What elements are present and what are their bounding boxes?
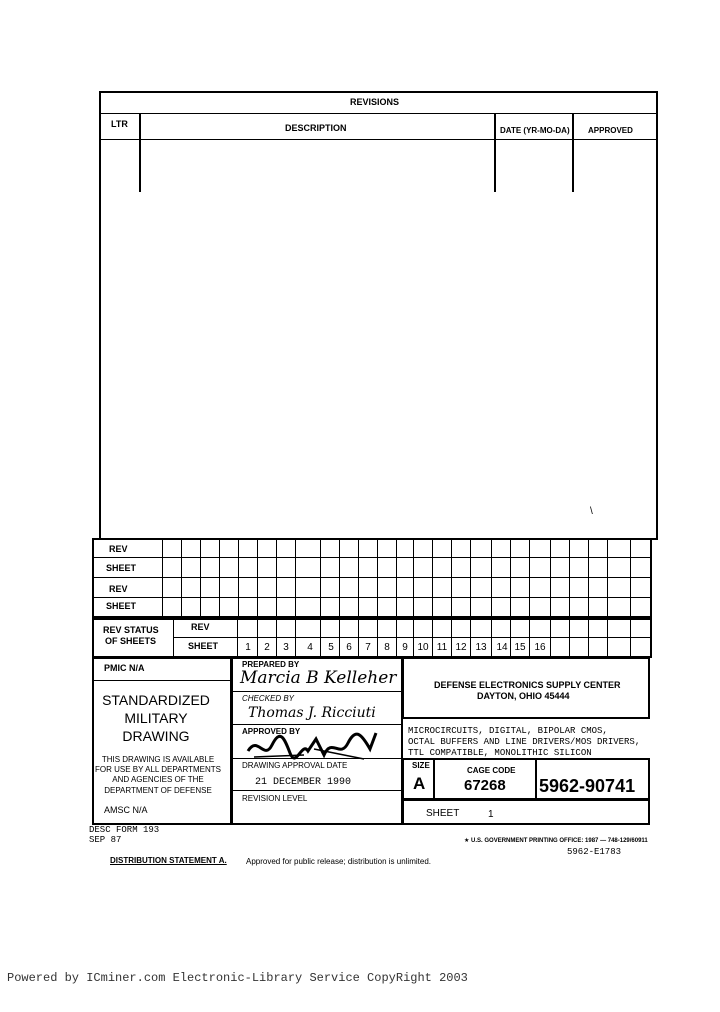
rev-label-1: REV — [109, 544, 128, 554]
sheet-value: 1 — [488, 809, 494, 820]
availability-line-1: THIS DRAWING IS AVAILABLE — [101, 755, 215, 764]
gpo-notice: ★ U.S. GOVERNMENT PRINTING OFFICE: 1987 — 748-129/60911 — [464, 838, 648, 844]
rev-status-label-2: OF SHEETS — [105, 636, 157, 646]
revisions-block — [99, 91, 658, 540]
sheet-num: 13 — [475, 642, 487, 653]
size-label: SIZE — [412, 761, 430, 770]
size-value: A — [413, 774, 426, 793]
distribution-text: Approved for public release; distribution is unlimited. — [246, 857, 431, 866]
sheet-num: 11 — [436, 642, 448, 653]
checked-by-label: CHECKED BY — [242, 694, 295, 703]
standardized-title: STANDARDIZED — [102, 692, 210, 708]
pmic-label: PMIC N/A — [104, 663, 145, 673]
approved-by-signature-scribble — [244, 729, 382, 765]
sheet-num: 3 — [283, 642, 289, 653]
copyright-notice: Powered by ICminer.com Electronic-Library Service CopyRight 2003 — [7, 971, 468, 985]
form-number: DESC FORM 193 — [89, 825, 160, 835]
approval-date-label: DRAWING APPROVAL DATE — [242, 761, 348, 770]
sheet-label-3: SHEET — [188, 641, 219, 651]
sheet-label: SHEET — [426, 808, 460, 819]
sheet-label-2: SHEET — [106, 601, 137, 611]
prepared-by-label: PREPARED BY — [242, 660, 300, 669]
availability-line-3: AND AGENCIES OF THE — [112, 775, 204, 784]
drawing-title: DRAWING — [122, 728, 190, 744]
revision-level-label: REVISION LEVEL — [242, 794, 308, 803]
drawing-number: 5962-90741 — [539, 776, 636, 796]
sheet-num: 15 — [514, 642, 526, 653]
rev-status-label-1: REV STATUS — [103, 625, 159, 635]
approved-by-label: APPROVED BY — [242, 727, 301, 736]
stray-mark: \ — [590, 506, 593, 517]
agency-address: DAYTON, OHIO 45444 — [477, 691, 570, 701]
col-date-header: DATE (YR-MO-DA) — [500, 126, 570, 135]
revisions-title: REVISIONS — [350, 97, 400, 107]
military-title: MILITARY — [124, 710, 188, 726]
rev-label-2: REV — [109, 584, 128, 594]
drawing-description-2: OCTAL BUFFERS AND LINE DRIVERS/MOS DRIVERS, — [408, 737, 641, 747]
sheet-num: 2 — [264, 642, 270, 653]
amsc-label: AMSC N/A — [104, 805, 148, 815]
sheet-num: 6 — [346, 642, 352, 653]
sheet-num: 10 — [417, 642, 429, 653]
availability-line-2: FOR USE BY ALL DEPARTMENTS — [95, 765, 221, 774]
rev-label-3: REV — [191, 622, 210, 632]
approval-date-value: 21 DECEMBER 1990 — [255, 777, 352, 788]
rev-grid-upper — [92, 538, 652, 618]
distribution-label: DISTRIBUTION STATEMENT A. — [110, 856, 227, 865]
sheet-num: 9 — [402, 642, 408, 653]
cage-code-value: 67268 — [464, 777, 506, 794]
document-code: 5962-E1783 — [567, 847, 622, 857]
col-ltr-header: LTR — [111, 119, 128, 129]
prepared-by-signature: Marcia B Kelleher — [240, 668, 397, 688]
agency-name: DEFENSE ELECTRONICS SUPPLY CENTER — [434, 680, 621, 690]
drawing-description-1: MICROCIRCUITS, DIGITAL, BIPOLAR CMOS, — [408, 726, 608, 736]
cage-code-label: CAGE CODE — [467, 766, 516, 775]
form-date: SEP 87 — [89, 835, 122, 845]
sheet-num: 4 — [307, 642, 313, 653]
sheet-num: 16 — [534, 642, 546, 653]
sheet-label-1: SHEET — [106, 563, 137, 573]
checked-by-signature: Thomas J. Ricciuti — [248, 705, 376, 721]
sheet-num: 5 — [328, 642, 334, 653]
drawing-description-3: TTL COMPATIBLE, MONOLITHIC SILICON — [408, 748, 592, 758]
sheet-num: 14 — [496, 642, 508, 653]
availability-line-4: DEPARTMENT OF DEFENSE — [104, 786, 212, 795]
sheet-num: 1 — [245, 642, 251, 653]
sheet-num: 7 — [365, 642, 371, 653]
col-description-header: DESCRIPTION — [285, 123, 347, 133]
sheet-num: 12 — [455, 642, 467, 653]
sheet-num: 8 — [384, 642, 390, 653]
col-approved-header: APPROVED — [588, 126, 633, 135]
